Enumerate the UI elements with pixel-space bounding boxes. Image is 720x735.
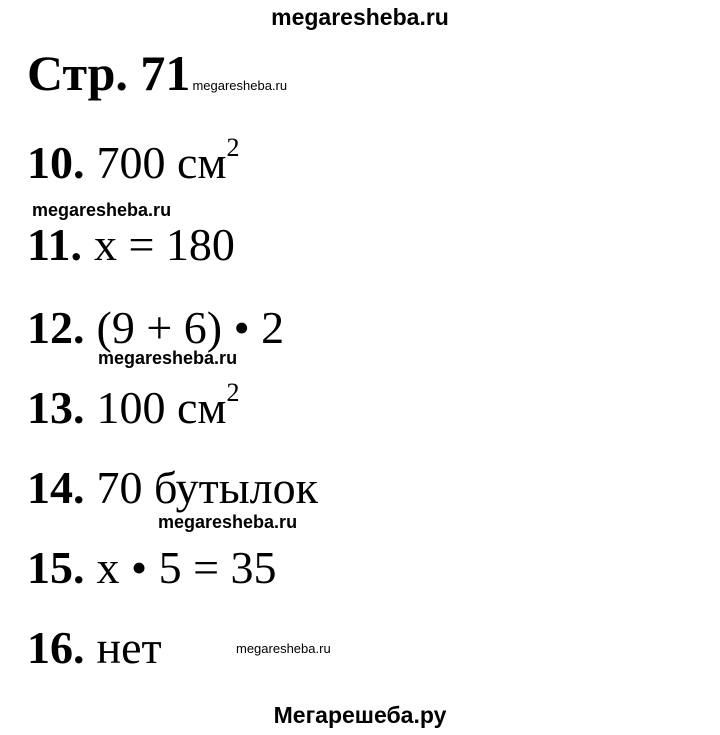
watermark-mid-2: megaresheba.ru	[98, 348, 238, 368]
answer-value: 70 бутылок	[96, 462, 318, 513]
watermark-mid-3: megaresheba.ru	[158, 512, 298, 532]
answer-value: нет	[96, 622, 162, 673]
superscript: 2	[226, 133, 240, 162]
watermark-small: megaresheba.ru	[236, 641, 331, 656]
superscript: 2	[226, 378, 240, 407]
answer-number: 11.	[27, 219, 82, 270]
answer-13	[27, 378, 240, 433]
answer-value: x • 5 = 35	[96, 542, 277, 593]
watermark-bottom: Мегарешеба.ру	[273, 702, 447, 728]
answer-11	[27, 219, 235, 270]
answer-number: 14.	[27, 462, 85, 513]
answer-number: 16.	[27, 622, 85, 673]
answer-number: 10.	[27, 137, 85, 188]
answer-number: 15.	[27, 542, 85, 593]
answer-value: 100 см	[96, 382, 227, 433]
answer-value: x = 180	[93, 219, 235, 270]
answer-14	[27, 462, 318, 513]
answer-value: 700 см	[96, 137, 227, 188]
answer-number: 13.	[27, 382, 85, 433]
page-title	[27, 45, 288, 101]
answer-15	[27, 542, 277, 593]
answer-16	[27, 622, 162, 673]
answer-number: 12.	[27, 302, 85, 353]
answer-12	[27, 302, 285, 353]
answer-10	[27, 133, 240, 188]
page-title-text: Стр. 71	[27, 45, 191, 101]
watermark-title: megaresheba.ru	[192, 78, 288, 93]
watermark-top: megaresheba.ru	[271, 4, 449, 30]
watermark-mid-1: megaresheba.ru	[32, 200, 172, 220]
answer-value: (9 + 6) • 2	[96, 302, 285, 353]
